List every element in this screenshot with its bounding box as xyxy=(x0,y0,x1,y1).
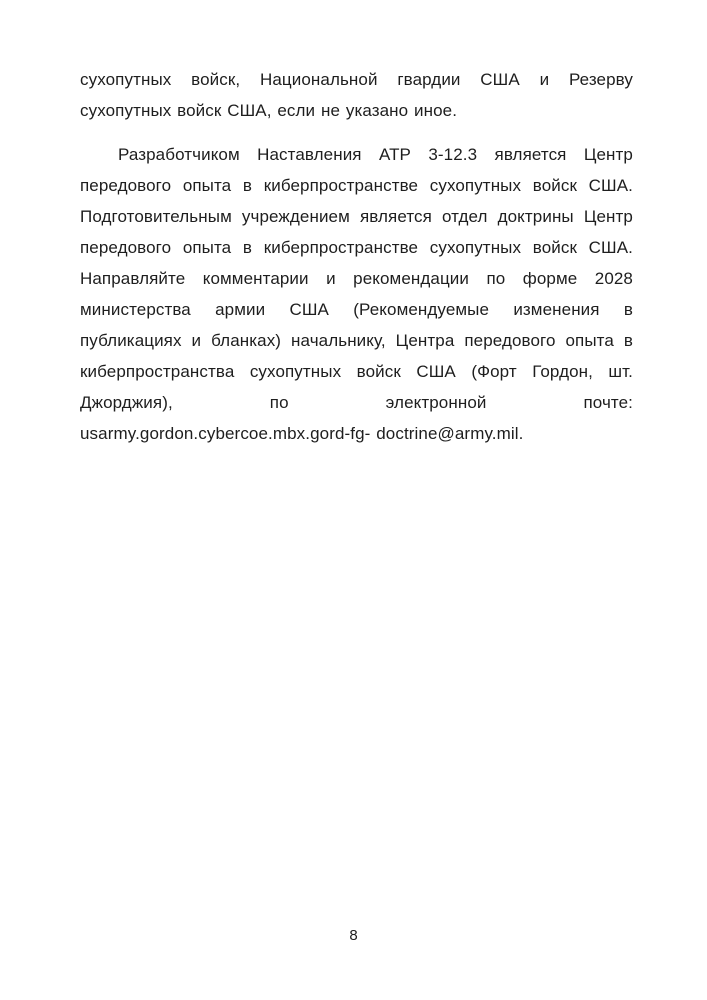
page-number: 8 xyxy=(349,927,358,944)
page-body xyxy=(80,64,633,462)
body-paragraph: сухопутных войск, Национальной гвардии США и Резерву сухопутных войск США, если не указано иное. xyxy=(80,70,633,120)
body-paragraph: Разработчиком Наставления АТР 3-12.3 является Центр передового опыта в киберпространстве сухопутных войск США. Подготовительным учреждением является отдел доктрины Центр передового опыта в киберпространстве сухопутных войск США. Направляйте комментарии и рекомендации по форме 2028 министерства армии США (Рекомендуемые изменения в публикациях и бланках) начальнику, Центра передового опыта в киберпространства сухопутных войск США (Форт Гордон, шт. Джорджия), по электронной почте: usarmy.gordon.cybercoe.mbx.gord-fg- doctrine@army.mil. xyxy=(80,145,633,443)
